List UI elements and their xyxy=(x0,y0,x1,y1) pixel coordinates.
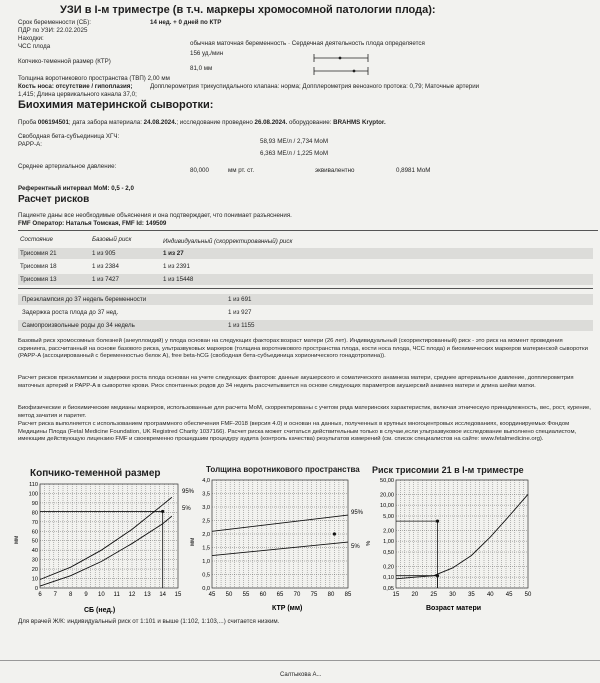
pappa-value: 6,363 МЕ/л / 1,225 МоМ xyxy=(260,150,328,157)
t21-xtick-label: 20 xyxy=(411,592,419,598)
table-row: Трисомия 21 1 из 905 1 из 27 xyxy=(18,248,593,259)
findings-label: Находки: xyxy=(18,35,44,42)
crl-ytick-label: 40 xyxy=(31,548,38,555)
t21-xlabel: Возраст матери xyxy=(426,605,482,612)
nt-ytick-label: 1,0 xyxy=(202,559,210,565)
col-header-base: Базовый риск xyxy=(92,236,132,243)
nt-ylabel: мм xyxy=(190,537,196,546)
t21-xtick-label: 30 xyxy=(449,592,456,598)
t21-ytick-label: 20,00 xyxy=(380,492,394,499)
nt-ytick-label: 3,0 xyxy=(202,505,210,511)
nt-line: Толщина воротникового пространства (ТВП) 2,00 мм xyxy=(18,75,170,82)
t21-xtick-label: 25 xyxy=(430,592,438,598)
mini-range-scales xyxy=(312,52,372,78)
nt-ytick-label: 3,5 xyxy=(202,491,210,498)
nt-p95-label: 95% xyxy=(351,510,364,516)
doppler-line: Допплерометрия трикуспидального клапана: норма; Допплерометрия венозного протока: 0,79; Маточные артерии xyxy=(150,83,480,90)
crl-ytick-label: 60 xyxy=(31,529,38,536)
nt-xtick-label: 50 xyxy=(225,592,233,598)
crl-ylabel: мм xyxy=(14,535,20,544)
notes-paragraph-4: Расчет риска выполняется с использованием программного обеспечения FMF-2018 (версия 4.0) и основан на данных, полученных в крупных многоцентровых исследованиях, координируемых Фондом Медицины Плода (Fetal Medicine Foundation, UK Registred Charity 1037166). Расчет риска может считаться действительным только в случае,если ультразвуковое исследование выполнено специалистом, имеющим действующую лицензию FMF и своевременно прошедшим процедуру аудита (контроль качества) результатов измерений (см. список специалистов на сайте: www.fetalmedicine.org). xyxy=(18,421,577,443)
nt-data-point xyxy=(333,532,336,535)
nt-ytick-label: 4,0 xyxy=(202,478,210,484)
nt-ytick-label: 2,5 xyxy=(202,518,210,525)
sample-line: Проба 006194501; дата забора материала: 24.08.2024.; исследование проведено 26.08.2024. оборудование: BRAHMS Kryptor. xyxy=(18,119,386,126)
t21-ylabel: % xyxy=(366,540,372,546)
table-row: Преэклампсия до 37 недель беременности 1 из 691 xyxy=(18,294,593,305)
notes-paragraph-1: Базовый риск хромосомных болезней (анеуплоидий) у плода основан на следующих факторах:возраст матери (26 лет). Индивидуальный (скорректированный) риск - это риск на момент проведения скрининга, рассчитанный на основе базового риска, ультразвуковых маркеров (толщина воротникового пространства плода, кости носа плода, ЧСС плода) и биохимических маркеров материнской сыворотки (PAPP-A (ассоциированный с беременностью белок А), free beta-hCG (свободная бета-субъединица хорионического гонадотропина)). xyxy=(18,338,588,360)
crl-ytick-label: 100 xyxy=(28,491,38,498)
map-mom: 0,8981 МоМ xyxy=(396,167,431,174)
crl-xtick-label: 10 xyxy=(97,592,105,598)
report-title: УЗИ в I-м триместре (в т.ч. маркеры хромосомной патологии плода): xyxy=(60,4,436,16)
t21-ytick-label: 0,10 xyxy=(383,575,394,582)
t21-ytick-label: 10,00 xyxy=(380,503,394,510)
t21-ytick-label: 5,00 xyxy=(383,514,394,520)
crl-chart xyxy=(14,480,200,615)
risk-heading: Расчет рисков xyxy=(18,194,90,205)
consent-line: Пациенте даны все необходимые объяснения и она подтверждает, что понимает разъяснения. xyxy=(18,212,292,219)
crl-xtick-label: 13 xyxy=(143,592,151,598)
crl-xtick-label: 11 xyxy=(113,592,120,598)
crl-ytick-label: 30 xyxy=(31,557,38,564)
edd-label: ПДР по УЗИ: 22.02.2025 xyxy=(18,27,88,34)
nt-chart-title: Толщина воротникового пространства xyxy=(206,465,360,474)
crl-series-line xyxy=(40,497,172,579)
map-value: 80,000 xyxy=(190,167,209,174)
hr-value: 156 уд./мин xyxy=(190,50,224,57)
crl-xtick-label: 14 xyxy=(159,592,167,598)
t21-xtick-label: 40 xyxy=(486,592,494,598)
operator-line: FMF Оператор: Наталья Томская, FMF Id: 149509 xyxy=(18,220,167,227)
table-divider xyxy=(18,230,598,231)
map-label: Среднее артериальное давление: xyxy=(18,163,117,170)
crl-ytick-label: 90 xyxy=(31,500,38,507)
table-divider xyxy=(18,288,593,289)
ga-value: 14 нед. + 0 дней по КТР xyxy=(150,19,222,26)
nt-xtick-label: 70 xyxy=(293,592,301,598)
notes-paragraph-3: Биофизические и биохимические медианы маркеров, использованные для расчета МоМ, скорректированы с учетом ряда материнских характеристик, включая этническую принадлежность, вес, рост, курение, метод зачатия и паритет. xyxy=(18,405,591,419)
map-equiv: эквивалентно xyxy=(315,167,355,174)
nt-ytick-label: 1,5 xyxy=(202,545,210,552)
crl-label: Копчико-теменной размер (КТР) xyxy=(18,58,111,65)
crl-chart-title: Копчико-теменной размер xyxy=(30,468,161,479)
crl-xtick-label: 12 xyxy=(128,592,136,598)
t21-ytick-label: 0,50 xyxy=(383,550,394,556)
crl-p95-label: 95% xyxy=(182,489,195,495)
crl-xtick-label: 7 xyxy=(53,592,58,598)
pappa-label: PAPP-A: xyxy=(18,141,42,148)
nt-ytick-label: 2,0 xyxy=(202,532,210,538)
uterine-arteries-line: 1,415; Длина цервикального канала 37,0; xyxy=(18,91,137,98)
hcg-label: Свободная бета-субъединица ХГЧ: xyxy=(18,133,120,140)
crl-ytick-label: 0 xyxy=(34,586,38,592)
crl-ytick-label: 10 xyxy=(31,576,38,583)
nt-chart xyxy=(190,476,370,615)
nt-ytick-label: 0,0 xyxy=(202,586,210,592)
nt-xlabel: КТР (мм) xyxy=(272,605,303,612)
notes-paragraph-2: Расчет рисков преэклампсии и задержки роста плода основан на учете следующих факторов: данные акушерского и соматического анамнеза матери, среднее артериальное давление, допплерометрия маточных артерий и PAPP-A в сыворотке крови. Риск спонтанных родов до 34 недель рассчитывается на основе следующих параметров акушерский анамнез матери и длина шейки матки. xyxy=(18,375,574,389)
nt-xtick-label: 45 xyxy=(208,592,216,598)
t21-xtick-label: 45 xyxy=(505,592,513,598)
crl-xtick-label: 15 xyxy=(174,592,182,598)
nt-ytick-label: 0,5 xyxy=(202,572,210,579)
table-row: Задержка роста плода до 37 нед. 1 из 927 xyxy=(22,309,252,316)
t21-ytick-label: 2,00 xyxy=(383,528,394,535)
footer-note: Для врачей Ж/К: индивидуальный риск от 1:101 и выше (1:102, 1:103,...) считается низким. xyxy=(18,618,280,625)
signature: Салтыкова А... xyxy=(280,672,322,678)
crl-value: 81,0 мм xyxy=(190,65,213,72)
nt-xtick-label: 55 xyxy=(242,592,250,598)
t21-ytick-label: 0,05 xyxy=(383,586,394,592)
ga-label: Срок беременности (СБ): xyxy=(18,19,92,26)
crl-ytick-label: 110 xyxy=(29,482,38,488)
hr-label: ЧСС плода xyxy=(18,43,51,50)
t21-ytick-label: 50,00 xyxy=(380,478,394,484)
t21-ytick-label: 1,00 xyxy=(383,539,394,546)
nt-xtick-label: 75 xyxy=(310,592,318,598)
t21-xtick-label: 50 xyxy=(524,592,532,598)
biochem-heading: Биохимия материнской сыворотки: xyxy=(18,99,214,111)
table-row: Трисомия 13 1 из 7427 1 из 15448 xyxy=(18,274,593,285)
map-unit: мм рт. ст. xyxy=(228,167,255,174)
ref-interval: Референтный интервал МоМ: 0,5 - 2,0 xyxy=(18,185,134,192)
t21-chart xyxy=(366,476,542,615)
crl-xtick-label: 6 xyxy=(38,592,42,598)
t21-xtick-label: 35 xyxy=(468,592,475,598)
crl-ytick-label: 80 xyxy=(31,510,38,517)
nt-p5-label: 5% xyxy=(351,544,360,550)
table-row: Самопроизвольные роды до 34 недель 1 из 1155 xyxy=(18,320,593,331)
crl-p5-label: 5% xyxy=(182,506,191,512)
crl-series-line xyxy=(40,516,172,586)
bottom-divider xyxy=(0,660,600,661)
nt-xtick-label: 80 xyxy=(327,592,335,598)
crl-xtick-label: 8 xyxy=(68,592,73,598)
table-row: Трисомия 18 1 из 2384 1 из 2391 xyxy=(20,263,190,270)
crl-ytick-label: 20 xyxy=(31,567,38,574)
crl-xlabel: СБ (нед.) xyxy=(84,607,116,614)
nt-xtick-label: 65 xyxy=(276,592,284,598)
nt-xtick-label: 60 xyxy=(259,592,267,598)
nt-xtick-label: 85 xyxy=(344,592,352,598)
crl-ytick-label: 50 xyxy=(31,538,38,545)
t21-xtick-label: 15 xyxy=(392,592,400,598)
t21-chart-title: Риск трисомии 21 в I-м триместре xyxy=(372,465,524,475)
pregnancy-text: обычная маточная беременность · Сердечная деятельность плода определяется xyxy=(190,40,425,47)
col-header-condition: Состояние xyxy=(20,236,53,243)
hcg-value: 58,93 МЕ/л / 2,734 МоМ xyxy=(260,138,328,145)
col-header-individual: Индивидуальный (скорректированный) риск xyxy=(163,238,293,245)
crl-ytick-label: 70 xyxy=(31,519,38,526)
nasal-bone-line: Кость носа: отсутствие / гипоплазия; xyxy=(18,83,133,90)
t21-ytick-label: 0,20 xyxy=(383,564,394,571)
crl-xtick-label: 9 xyxy=(84,592,88,598)
